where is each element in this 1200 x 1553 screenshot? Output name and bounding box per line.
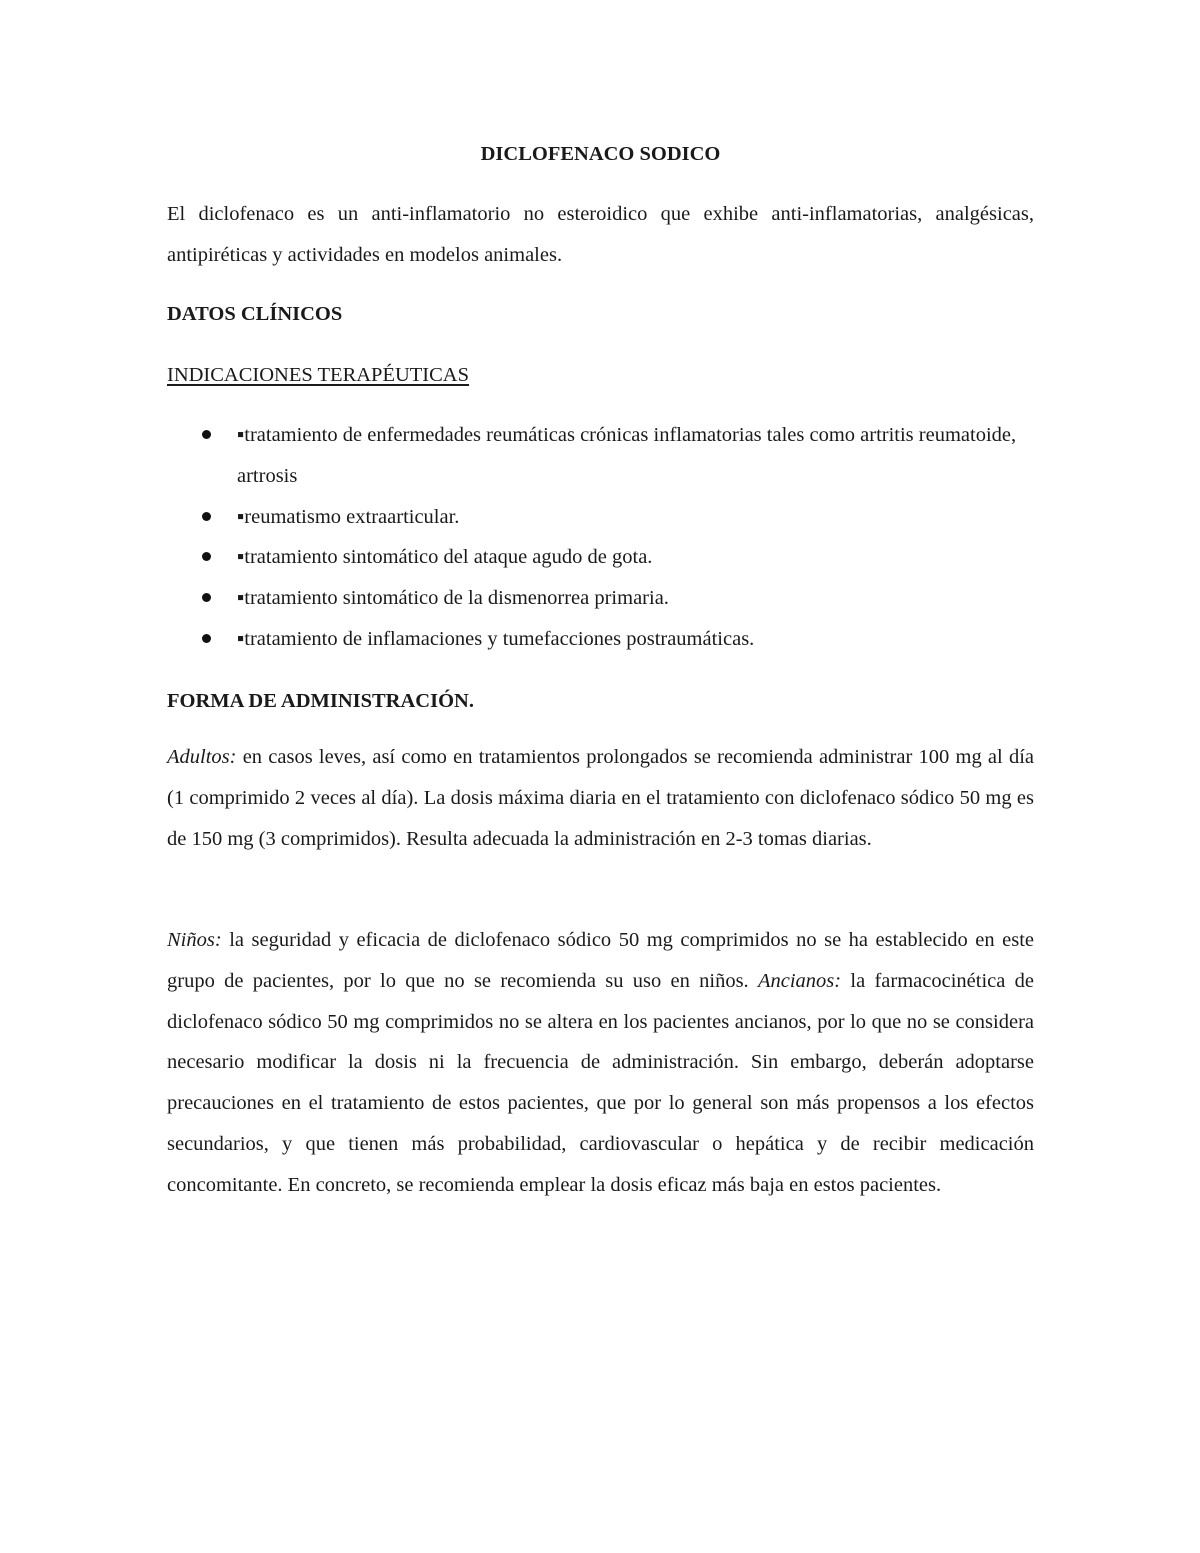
clinical-data-heading: DATOS CLÍNICOS <box>167 303 343 325</box>
bullet-icon <box>202 430 211 439</box>
list-item <box>167 537 1034 578</box>
children-elderly-paragraph <box>167 920 1034 1206</box>
children-text: la seguridad y eficacia de diclofenaco sódico 50 mg comprimidos no se ha establecido en este grupo de pacientes, por lo que no se recomienda su uso en niños. <box>167 929 1034 992</box>
administration-heading: FORMA DE ADMINISTRACIÓN. <box>167 690 474 712</box>
adults-paragraph <box>167 737 1034 859</box>
indication-text: ▪tratamiento de inflamaciones y tumefacciones postraumáticas. <box>237 627 755 650</box>
list-item <box>167 415 1034 497</box>
list-item <box>167 578 1034 619</box>
indications-list <box>167 415 1034 660</box>
indication-text: ▪tratamiento de enfermedades reumáticas crónicas inflamatorias tales como artritis reumatoide, artrosis <box>237 424 1017 487</box>
intro-paragraph: El diclofenaco es un anti-inflamatorio no esteroidico que exhibe anti-inflamatorias, analgésicas, antipiréticas y actividades en modelos animales. <box>167 203 1034 266</box>
indication-text: ▪tratamiento sintomático del ataque agudo de gota. <box>237 546 653 569</box>
indications-heading: INDICACIONES TERAPÉUTICAS <box>167 364 470 386</box>
adults-text: en casos leves, así como en tratamientos prolongados se recomienda administrar 100 mg al día (1 comprimido 2 veces al día). La dosis máxima diaria en el tratamiento con diclofenaco sódico 50 mg es de 150 mg (3 comprimidos). Resulta adecuada la administración en 2-3 tomas diarias. <box>167 746 1034 850</box>
document-title: DICLOFENACO SODICO <box>480 143 721 165</box>
list-item <box>167 497 1034 538</box>
bullet-icon <box>202 634 211 643</box>
list-item <box>167 619 1034 660</box>
indication-text: ▪tratamiento sintomático de la dismenorrea primaria. <box>237 587 669 610</box>
elderly-label: Ancianos: <box>757 969 842 992</box>
adults-label: Adultos: <box>167 746 237 768</box>
bullet-icon <box>202 512 211 521</box>
children-label: Niños: <box>167 929 222 951</box>
indication-text: ▪reumatismo extraarticular. <box>237 505 460 528</box>
bullet-icon <box>202 593 211 602</box>
bullet-icon <box>202 552 211 561</box>
elderly-text: la farmacocinética de diclofenaco sódico 50 mg comprimidos no se altera en los pacientes ancianos, por lo que no se considera necesario modificar la dosis ni la frecuencia de administración. Sin embargo, deberán adoptarse precauciones en el tratamiento de estos pacientes, que por lo general son más propensos a los efectos secundarios, y que tienen más probabilidad, cardiovascular o hepática y de recibir medicación concomitante. En concreto, se recomienda emplear la dosis eficaz más baja en estos pacientes. <box>167 969 1034 1196</box>
